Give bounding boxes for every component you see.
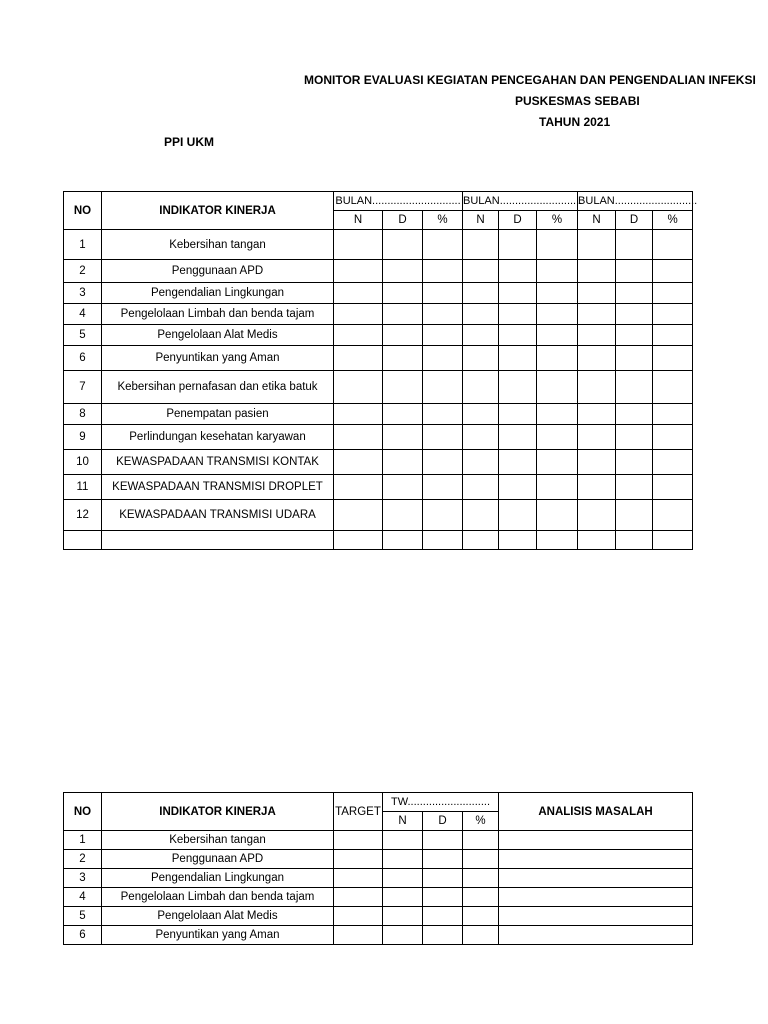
row-indikator: Pengendalian Lingkungan bbox=[102, 869, 334, 888]
table-row bbox=[64, 404, 693, 425]
value-cell[interactable] bbox=[334, 346, 383, 371]
table-row bbox=[64, 850, 693, 869]
value-cell[interactable] bbox=[578, 283, 616, 304]
row-indikator: Pengelolaan Alat Medis bbox=[102, 907, 334, 926]
row-indikator: Penyuntikan yang Aman bbox=[102, 346, 334, 371]
value-cell[interactable] bbox=[423, 475, 463, 500]
value-cell[interactable] bbox=[383, 869, 423, 888]
subheader-n: N bbox=[463, 211, 499, 230]
value-cell[interactable] bbox=[334, 325, 383, 346]
value-cell[interactable] bbox=[383, 531, 423, 550]
value-cell[interactable] bbox=[578, 371, 616, 404]
target-cell[interactable] bbox=[334, 926, 383, 945]
value-cell[interactable] bbox=[463, 260, 499, 283]
value-cell[interactable] bbox=[578, 450, 616, 475]
row-indikator: Kebersihan tangan bbox=[102, 230, 334, 260]
table-row bbox=[64, 304, 693, 325]
value-cell[interactable] bbox=[499, 450, 537, 475]
value-cell[interactable] bbox=[334, 425, 383, 450]
value-cell[interactable] bbox=[383, 283, 423, 304]
value-cell[interactable] bbox=[578, 531, 616, 550]
value-cell[interactable] bbox=[423, 531, 463, 550]
value-cell[interactable] bbox=[616, 475, 653, 500]
value-cell[interactable] bbox=[616, 450, 653, 475]
value-cell[interactable] bbox=[537, 346, 578, 371]
header-analisis: ANALISIS MASALAH bbox=[499, 793, 693, 831]
value-cell[interactable] bbox=[463, 907, 499, 926]
value-cell[interactable] bbox=[653, 404, 693, 425]
header-month-1: BULAN............................. bbox=[334, 192, 463, 211]
table-row bbox=[64, 450, 693, 475]
row-number: 3 bbox=[64, 283, 102, 304]
analisis-cell[interactable] bbox=[499, 888, 693, 907]
value-cell[interactable] bbox=[537, 425, 578, 450]
value-cell[interactable] bbox=[653, 531, 693, 550]
value-cell[interactable] bbox=[463, 869, 499, 888]
header-no: NO bbox=[64, 192, 102, 230]
document-year: TAHUN 2021 bbox=[539, 115, 611, 129]
value-cell[interactable] bbox=[463, 831, 499, 850]
table-row bbox=[64, 325, 693, 346]
row-indikator: Pengelolaan Limbah dan benda tajam bbox=[102, 304, 334, 325]
row-number: 7 bbox=[64, 371, 102, 404]
value-cell[interactable] bbox=[423, 500, 463, 531]
value-cell[interactable] bbox=[499, 346, 537, 371]
analisis-cell[interactable] bbox=[499, 850, 693, 869]
value-cell[interactable] bbox=[616, 371, 653, 404]
table-row bbox=[64, 230, 693, 260]
value-cell[interactable] bbox=[423, 850, 463, 869]
value-cell[interactable] bbox=[578, 425, 616, 450]
value-cell[interactable] bbox=[653, 450, 693, 475]
value-cell[interactable] bbox=[383, 450, 423, 475]
value-cell[interactable] bbox=[578, 260, 616, 283]
value-cell[interactable] bbox=[463, 371, 499, 404]
value-cell[interactable] bbox=[463, 425, 499, 450]
value-cell[interactable] bbox=[499, 371, 537, 404]
row-indikator: Penempatan pasien bbox=[102, 404, 334, 425]
value-cell[interactable] bbox=[423, 283, 463, 304]
value-cell[interactable] bbox=[499, 304, 537, 325]
row-indikator bbox=[102, 531, 334, 550]
value-cell[interactable] bbox=[653, 283, 693, 304]
section-label: PPI UKM bbox=[164, 135, 215, 149]
monthly-indicator-table bbox=[63, 191, 698, 550]
value-cell[interactable] bbox=[463, 850, 499, 869]
document-title: MONITOR EVALUASI KEGIATAN PENCEGAHAN DAN PENGENDALIAN INFEKSI bbox=[304, 73, 756, 87]
value-cell[interactable] bbox=[616, 325, 653, 346]
row-indikator: Kebersihan pernafasan dan etika batuk bbox=[102, 371, 334, 404]
table-row bbox=[64, 531, 693, 550]
subheader-pct: % bbox=[653, 211, 693, 230]
value-cell[interactable] bbox=[423, 230, 463, 260]
value-cell[interactable] bbox=[334, 500, 383, 531]
value-cell[interactable] bbox=[537, 304, 578, 325]
value-cell[interactable] bbox=[383, 371, 423, 404]
value-cell[interactable] bbox=[537, 283, 578, 304]
row-number: 5 bbox=[64, 325, 102, 346]
subheader-n: N bbox=[578, 211, 616, 230]
quarterly-indicator-table bbox=[63, 792, 693, 945]
table-row bbox=[64, 371, 693, 404]
value-cell[interactable] bbox=[334, 531, 383, 550]
value-cell[interactable] bbox=[383, 230, 423, 260]
value-cell[interactable] bbox=[578, 304, 616, 325]
table-row bbox=[64, 500, 693, 531]
value-cell[interactable] bbox=[653, 346, 693, 371]
header-tw: TW........................... bbox=[383, 793, 499, 812]
row-indikator: Pengelolaan Limbah dan benda tajam bbox=[102, 888, 334, 907]
row-indikator: Pengendalian Lingkungan bbox=[102, 283, 334, 304]
value-cell[interactable] bbox=[383, 304, 423, 325]
table-row bbox=[64, 425, 693, 450]
row-number: 5 bbox=[64, 907, 102, 926]
value-cell[interactable] bbox=[383, 475, 423, 500]
value-cell[interactable] bbox=[334, 371, 383, 404]
value-cell[interactable] bbox=[463, 325, 499, 346]
value-cell[interactable] bbox=[334, 260, 383, 283]
value-cell[interactable] bbox=[578, 475, 616, 500]
value-cell[interactable] bbox=[653, 500, 693, 531]
value-cell[interactable] bbox=[616, 283, 653, 304]
value-cell[interactable] bbox=[423, 888, 463, 907]
value-cell[interactable] bbox=[537, 531, 578, 550]
value-cell[interactable] bbox=[499, 425, 537, 450]
value-cell[interactable] bbox=[537, 404, 578, 425]
value-cell[interactable] bbox=[383, 346, 423, 371]
value-cell[interactable] bbox=[653, 425, 693, 450]
subheader-d: D bbox=[616, 211, 653, 230]
subheader-pct: % bbox=[463, 812, 499, 831]
row-number: 8 bbox=[64, 404, 102, 425]
row-number: 2 bbox=[64, 260, 102, 283]
value-cell[interactable] bbox=[499, 500, 537, 531]
value-cell[interactable] bbox=[463, 346, 499, 371]
value-cell[interactable] bbox=[616, 346, 653, 371]
value-cell[interactable] bbox=[383, 926, 423, 945]
value-cell[interactable] bbox=[463, 500, 499, 531]
value-cell[interactable] bbox=[463, 230, 499, 260]
value-cell[interactable] bbox=[423, 325, 463, 346]
target-cell[interactable] bbox=[334, 850, 383, 869]
document-subtitle: PUSKESMAS SEBABI bbox=[515, 94, 640, 108]
value-cell[interactable] bbox=[578, 346, 616, 371]
row-number: 3 bbox=[64, 869, 102, 888]
value-cell[interactable] bbox=[334, 450, 383, 475]
value-cell[interactable] bbox=[653, 475, 693, 500]
value-cell[interactable] bbox=[423, 304, 463, 325]
value-cell[interactable] bbox=[537, 500, 578, 531]
row-indikator: Perlindungan kesehatan karyawan bbox=[102, 425, 334, 450]
row-indikator: KEWASPADAAN TRANSMISI KONTAK bbox=[102, 450, 334, 475]
value-cell[interactable] bbox=[499, 325, 537, 346]
row-number: 1 bbox=[64, 230, 102, 260]
value-cell[interactable] bbox=[578, 230, 616, 260]
value-cell[interactable] bbox=[383, 907, 423, 926]
value-cell[interactable] bbox=[616, 404, 653, 425]
subheader-pct: % bbox=[537, 211, 578, 230]
value-cell[interactable] bbox=[537, 450, 578, 475]
value-cell[interactable] bbox=[578, 500, 616, 531]
target-cell[interactable] bbox=[334, 831, 383, 850]
value-cell[interactable] bbox=[653, 371, 693, 404]
value-cell[interactable] bbox=[578, 325, 616, 346]
value-cell[interactable] bbox=[653, 304, 693, 325]
value-cell[interactable] bbox=[423, 450, 463, 475]
row-number: 1 bbox=[64, 831, 102, 850]
target-cell[interactable] bbox=[334, 907, 383, 926]
value-cell[interactable] bbox=[499, 475, 537, 500]
value-cell[interactable] bbox=[423, 425, 463, 450]
row-number: 4 bbox=[64, 304, 102, 325]
row-number: 6 bbox=[64, 926, 102, 945]
row-number: 9 bbox=[64, 425, 102, 450]
row-number: 10 bbox=[64, 450, 102, 475]
value-cell[interactable] bbox=[499, 260, 537, 283]
value-cell[interactable] bbox=[423, 371, 463, 404]
value-cell[interactable] bbox=[463, 475, 499, 500]
subheader-d: D bbox=[499, 211, 537, 230]
row-indikator: KEWASPADAAN TRANSMISI UDARA bbox=[102, 500, 334, 531]
value-cell[interactable] bbox=[383, 425, 423, 450]
value-cell[interactable] bbox=[499, 283, 537, 304]
value-cell[interactable] bbox=[423, 831, 463, 850]
header-no: NO bbox=[64, 793, 102, 831]
row-number: 4 bbox=[64, 888, 102, 907]
value-cell[interactable] bbox=[423, 907, 463, 926]
value-cell[interactable] bbox=[334, 230, 383, 260]
row-number: 6 bbox=[64, 346, 102, 371]
table-row bbox=[64, 283, 693, 304]
target-cell[interactable] bbox=[334, 888, 383, 907]
value-cell[interactable] bbox=[616, 304, 653, 325]
value-cell[interactable] bbox=[537, 325, 578, 346]
row-indikator: Penggunaan APD bbox=[102, 850, 334, 869]
header-indikator: INDIKATOR KINERJA bbox=[102, 793, 334, 831]
value-cell[interactable] bbox=[383, 325, 423, 346]
value-cell[interactable] bbox=[463, 404, 499, 425]
value-cell[interactable] bbox=[423, 346, 463, 371]
subheader-d: D bbox=[383, 211, 423, 230]
value-cell[interactable] bbox=[463, 926, 499, 945]
row-number: 12 bbox=[64, 500, 102, 531]
header-month-2: BULAN........................... bbox=[463, 192, 578, 211]
value-cell[interactable] bbox=[463, 531, 499, 550]
value-cell[interactable] bbox=[334, 475, 383, 500]
table-row bbox=[64, 831, 693, 850]
value-cell[interactable] bbox=[499, 404, 537, 425]
value-cell[interactable] bbox=[616, 425, 653, 450]
subheader-d: D bbox=[423, 812, 463, 831]
value-cell[interactable] bbox=[383, 404, 423, 425]
value-cell[interactable] bbox=[383, 831, 423, 850]
value-cell[interactable] bbox=[537, 371, 578, 404]
row-number: 11 bbox=[64, 475, 102, 500]
value-cell[interactable] bbox=[616, 230, 653, 260]
value-cell[interactable] bbox=[653, 230, 693, 260]
value-cell[interactable] bbox=[383, 888, 423, 907]
analisis-cell[interactable] bbox=[499, 831, 693, 850]
row-number bbox=[64, 531, 102, 550]
analisis-cell[interactable] bbox=[499, 869, 693, 888]
value-cell[interactable] bbox=[383, 850, 423, 869]
value-cell[interactable] bbox=[423, 926, 463, 945]
value-cell[interactable] bbox=[463, 304, 499, 325]
value-cell[interactable] bbox=[653, 260, 693, 283]
value-cell[interactable] bbox=[383, 260, 423, 283]
value-cell[interactable] bbox=[578, 404, 616, 425]
value-cell[interactable] bbox=[653, 325, 693, 346]
value-cell[interactable] bbox=[616, 260, 653, 283]
header-target: TARGET bbox=[334, 793, 383, 831]
value-cell[interactable] bbox=[616, 531, 653, 550]
value-cell[interactable] bbox=[334, 283, 383, 304]
value-cell[interactable] bbox=[537, 230, 578, 260]
subheader-pct: % bbox=[423, 211, 463, 230]
target-cell[interactable] bbox=[334, 869, 383, 888]
subheader-n: N bbox=[334, 211, 383, 230]
value-cell[interactable] bbox=[423, 404, 463, 425]
table-row bbox=[64, 869, 693, 888]
value-cell[interactable] bbox=[423, 869, 463, 888]
value-cell[interactable] bbox=[463, 888, 499, 907]
value-cell[interactable] bbox=[334, 404, 383, 425]
analisis-cell[interactable] bbox=[499, 907, 693, 926]
header-month-3: BULAN........................... bbox=[578, 192, 693, 211]
table-row bbox=[64, 907, 693, 926]
value-cell[interactable] bbox=[463, 450, 499, 475]
row-indikator: Pengelolaan Alat Medis bbox=[102, 325, 334, 346]
table-row bbox=[64, 260, 693, 283]
value-cell[interactable] bbox=[537, 475, 578, 500]
value-cell[interactable] bbox=[537, 260, 578, 283]
row-number: 2 bbox=[64, 850, 102, 869]
table-row bbox=[64, 888, 693, 907]
row-indikator: KEWASPADAAN TRANSMISI DROPLET bbox=[102, 475, 334, 500]
subheader-n: N bbox=[383, 812, 423, 831]
value-cell[interactable] bbox=[616, 500, 653, 531]
value-cell[interactable] bbox=[499, 230, 537, 260]
table-row bbox=[64, 926, 693, 945]
header-indikator: INDIKATOR KINERJA bbox=[102, 192, 334, 230]
row-indikator: Penggunaan APD bbox=[102, 260, 334, 283]
value-cell[interactable] bbox=[499, 531, 537, 550]
analisis-cell[interactable] bbox=[499, 926, 693, 945]
value-cell[interactable] bbox=[383, 500, 423, 531]
value-cell[interactable] bbox=[463, 283, 499, 304]
value-cell[interactable] bbox=[423, 260, 463, 283]
row-indikator: Kebersihan tangan bbox=[102, 831, 334, 850]
value-cell[interactable] bbox=[334, 304, 383, 325]
row-indikator: Penyuntikan yang Aman bbox=[102, 926, 334, 945]
table-row bbox=[64, 346, 693, 371]
table-row bbox=[64, 475, 693, 500]
